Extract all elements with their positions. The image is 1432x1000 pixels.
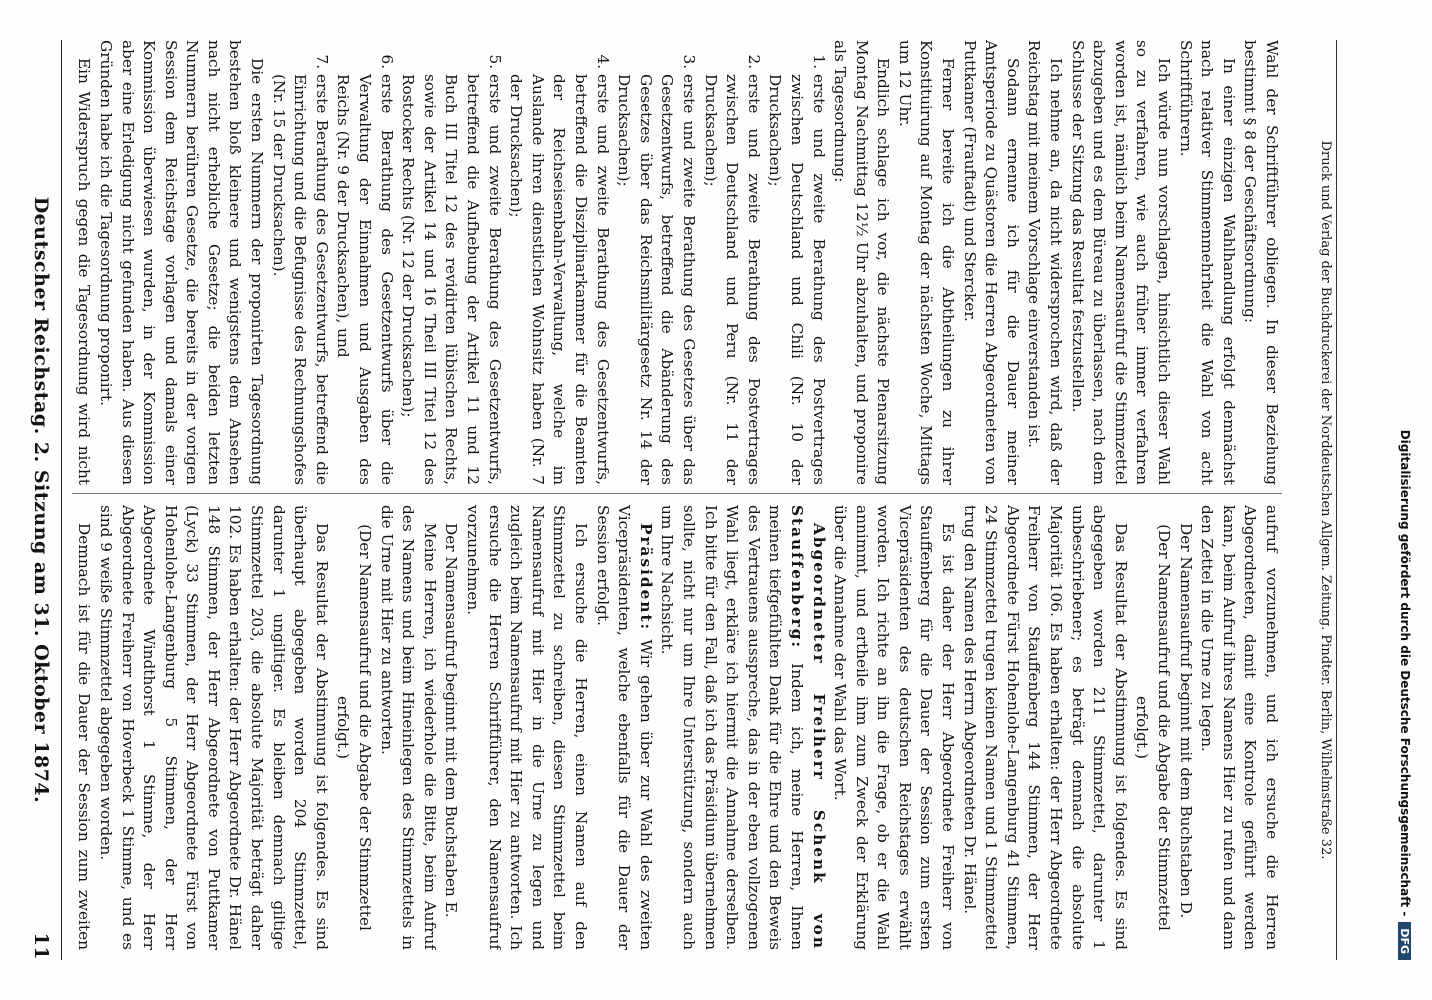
agenda-list [267, 40, 828, 485]
dfg-logo: DFG [1398, 922, 1411, 960]
agenda-item: 2. erste und zweite Berathung des Postvertrages zwischen Deutschland und Peru (Nr. 11 der Drucksachen); [699, 74, 764, 485]
agenda-item: 1. erste und zweite Berathung des Postvertrages zwischen Deutschland und Chili (Nr. 10 der Drucksachen); [764, 74, 829, 485]
paragraph: Das Resultat der Abstimmung ist folgendes. Es sind abgegeben worden 211 Stimmzettel, darunter 1 unbeschriebener; es beträgt demnach die absolute Majorität 106. Es haben erhalten: der Herr Abgeordnete Freiherr von Stauffenberg 144 Stimmen, der Herr Abgeordnete Fürst Hohenlohe-Langenburg 41 Stimmen, 24 Stimmzettel trugen keinen Namen und 1 Stimmzettel trug den Namen des Herrn Abgeordneten Dr. Hänel. [960, 505, 1130, 950]
paragraph: Der Namensaufruf beginnt mit dem Buchstaben D. [1176, 523, 1195, 919]
imprint-text: Druck und Verlag der Buchdruckerei der Norddeutschen Allgem. Zeitung. Pindter. Berlin, Wilhelmstraße 32. [1318, 140, 1333, 860]
paragraph: Endlich schlage ich vor, die nächste Plenarsitzung Montag Nachmittag 12½ Uhr abzuhalten, und proponire als Tagesordnung: [831, 40, 893, 485]
agenda-item: 4. erste und zweite Berathung des Gesetzentwurfs, betreffend die Disziplinarkammer für die Beamten der Reichseisenbahn-Verwaltung, welche im Auslande ihren dienstlichen Wohnsitz haben (Nr. 7 der Drucksachen); [505, 74, 613, 485]
speaker-name: Präsident: [636, 523, 655, 632]
paragraph: Demnach ist für die Dauer der Session zum zweiten [75, 523, 94, 950]
speaker-statement [656, 505, 829, 950]
column-separator [72, 493, 1282, 494]
president-statement [591, 505, 656, 950]
digitization-text: Digitalisierung gefördert durch die Deutsche Forschungsgemeinschaft - [1398, 429, 1412, 917]
procedural-note: (Der Namensaufruf und die Abgabe der Stimmzettel erfolgt.) [1133, 524, 1174, 931]
digitization-note [1398, 40, 1412, 960]
paragraph: Das Resultat der Abstimmung ist folgendes. Es sind überhaupt abgegeben worden 204 Stimmzettel, darunter 1 ungiltiger. Es bleiben demnach giltige Stimmzettel 203, die absolute Majorität beträgt daher 102. Es haben erhalten: der Herr Abgeordnete Dr. Hänel 148 Stimmen, der Herr Abgeordnete von Puttkamer (Lyck) 33 Stimmen, der Herr Abgeordnete Fürst von Hohenlohe-Langenburg 5 Stimmen, der Herr Abgeordnete Windthorst 1 Stimme, der Herr Abgeordnete Freiherr von Hoverbeck 1 Stimme, und es sind 9 weiße Stimmzettel abgegeben worden. [96, 505, 331, 950]
paragraph: Der Namensaufruf beginnt mit dem Buchstaben E. [442, 523, 461, 918]
speaker-name: Abgeordneter Freiherr Schenk von Stauffenberg: [787, 505, 828, 950]
header-rule [61, 40, 62, 960]
page-number: 11 [30, 932, 52, 960]
footer-rule [1336, 40, 1337, 960]
paragraph: Ich nehme an, da nicht widersprochen wird, daß der Reichstag mit meinem Vorschlage einverstanden ist. [1025, 40, 1066, 485]
paragraph: Ein Widerspruch gegen die Tagesordnung wird nicht [75, 58, 94, 485]
paragraph: Die ersten Nummern der proponirten Tagesordnung bestehen bloß kleinere und wenigstens dem Ansehen nach nicht erhebliche Gesetze; die beiden letzten Nummern berühren Gesetze, die bereits in der vorigen Session dem Reichstage vorlagen und damals einer Kommission überwiesen wurden, in der Kommission aber eine Erledigung nicht gefunden haben. Aus diesen Gründen habe ich die Tagesordnung proponirt. [96, 40, 267, 485]
paragraph: Ich würde nun vorschlagen, hinsichtlich dieser Wahl so zu verfahren, wie auch früher immer verfahren worden ist, nämlich beim Namensaufruf die Stimmzettel abzugeben und es dem Büreau zu überlassen, nach dem Schlusse der Sitzung das Resultat festzustellen. [1068, 40, 1174, 485]
page-header [26, 40, 52, 960]
agenda-item: 5. erste und zweite Berathung des Gesetzentwurfs, betreffend die Aufhebung der Artikel 11 und 12 Buch III Titel 12 des revidirten lübischen Rechts, sowie der Artikel 14 und 16 Theil III Titel 12 des Rostocker Rechts (Nr. 12 der Drucksachen); [397, 74, 505, 485]
agenda-item: 3. erste und zweite Berathung des Gesetzes über das Gesetzentwurfs, betreffend die Abänderung des Gesetzes über das Reichsmilitärgesetz Nr. 14 der Drucksachen); [613, 74, 699, 485]
right-column [72, 40, 1282, 485]
statement-text: Indem ich, meine Herren, Ihnen meinen tiefgefühlten Dank für die Ehre und den Beweis des Vertrauens ausspreche, das in der eben vollzogenen Wahl liegt, erkläre ich hiermit die Annahme derselben. Ich bitte für den Fall, daß ich das Präsidium übernehmen sollte, nicht nur um Ihre Unterstützung, sondern auch um Ihre Nachsicht. [658, 505, 806, 950]
paragraph: Meine Herren, ich wiederhole die Bitte, beim Aufruf des Namens und beim Hineinlegen des Stimmzettels in die Urne mit Hier zu antworten. [377, 505, 439, 950]
paragraph: aufruf vorzunehmen, und ich ersuche die Herren Abgeordneten, damit eine Kontrole geführt werden kann, beim Aufruf ihres Namens Hier zu rufen und dann den Zettel in die Urne zu legen. [1198, 505, 1281, 950]
paragraph: Ich ersuche die Herren, einen Namen auf den Stimmzettel zu schreiben, diesen Stimmzettel beim Namensaufruf mit Hier in die Urne zu legen und zugleich beim Namensaufruf mit Hier zu antworten. Ich ersuche die Herren Schriftführer, den Namensaufruf vorzunehmen. [464, 505, 590, 950]
left-column [72, 505, 1282, 950]
agenda-item: 6. erste Berathung des Gesetzentwurfs über die Verwaltung der Einnahmen und Ausgaben des Reichs (Nr. 9 der Drucksachen), und [332, 74, 397, 485]
statement-text: Wir gehen über zur Wahl des zweiten Vicepräsidenten, welche ebenfalls für die Dauer der Session erfolgt. [593, 505, 655, 950]
agenda-item: 7. erste Berathung des Gesetzentwurfs, betreffend die Einrichtung und die Befugnisse des Rechnungshofes (Nr. 15 der Drucksachen). [267, 74, 332, 485]
page-title: Deutscher Reichstag. 2. Sitzung am 31. Oktober 1874. [30, 196, 52, 804]
procedural-note: (Der Namensaufruf und die Abgabe der Stimmzettel erfolgt.) [334, 524, 375, 931]
paragraph: In einer einzigen Wahlhandlung erfolgt demnächst nach relativer Stimmenmehrheit die Wahl von acht Schriftführern. [1176, 40, 1238, 485]
paragraph: Sodann ernenne ich für die Dauer meiner Amtsperiode zu Quästoren die Herren Abgeordneten von Puttkamer (Frauftadt) und Stercker. [960, 40, 1022, 485]
imprint-footer [1318, 40, 1337, 960]
paragraph: Es ist daher der Herr Abgeordnete Freiherr von Stauffenberg für die Dauer der Session zum ersten Vicepräsidenten des deutschen Reichstages erwählt worden. Ich richte an ihn die Frage, ob er die Wahl annimmt, und ertheile ihm zum Zweck der Erklärung über die Annahme der Wahl das Wort. [831, 505, 958, 950]
paragraph: Wahl der Schriftführer obliegen. In dieser Beziehung bestimmt § 8 der Geschäftsordnung: [1241, 40, 1281, 485]
paragraph: Ferner bereite ich die Abtheilungen zu ihrer Konstituirung auf Montag der nächsten Woche, Mittags um 12 Uhr. [895, 40, 958, 485]
